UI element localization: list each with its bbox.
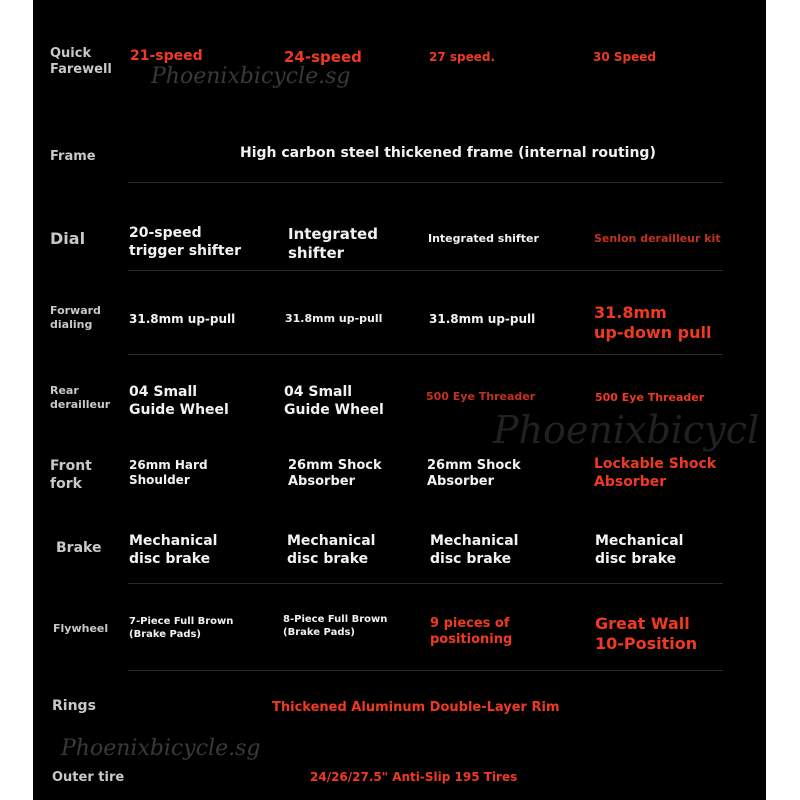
- brake-col4: Mechanical disc brake: [595, 533, 684, 567]
- front-fork-col3: 26mm Shock Absorber: [427, 458, 521, 490]
- front-fork-col1: 26mm Hard Shoulder: [129, 458, 208, 487]
- row-label-quick-farewell: Quick Farewell: [50, 46, 112, 78]
- watermark-text: Phoenixbicycle.sg: [61, 736, 261, 761]
- row-label-flywheel: Flywheel: [53, 622, 109, 635]
- forward-dialing-col4: 31.8mm up-down pull: [594, 303, 712, 342]
- row-label-outer-tire: Outer tire: [52, 770, 125, 785]
- row-divider: [128, 182, 723, 183]
- quick-farewell-col2: 24-speed: [284, 48, 362, 66]
- row-divider: [128, 270, 723, 271]
- row-label-dial: Dial: [50, 229, 86, 248]
- brake-col2: Mechanical disc brake: [287, 533, 376, 567]
- front-fork-col2: 26mm Shock Absorber: [288, 458, 382, 490]
- outer-tire-value: 24/26/27.5" Anti-Slip 195 Tires: [310, 770, 518, 784]
- flywheel-col1: 7-Piece Full Brown (Brake Pads): [129, 616, 234, 640]
- flywheel-col3: 9 pieces of positioning: [430, 616, 513, 648]
- brake-col3: Mechanical disc brake: [430, 533, 519, 567]
- flywheel-col4: Great Wall 10-Position: [595, 614, 698, 653]
- quick-farewell-col3: 27 speed.: [429, 50, 496, 64]
- flywheel-col2: 8-Piece Full Brown (Brake Pads): [283, 614, 388, 638]
- forward-dialing-col1: 31.8mm up-pull: [129, 312, 236, 326]
- rear-derailleur-col2: 04 Small Guide Wheel: [284, 384, 384, 418]
- quick-farewell-col4: 30 Speed: [593, 50, 656, 64]
- row-label-front-fork: Front fork: [50, 458, 92, 492]
- row-divider: [128, 583, 723, 584]
- dial-col1: 20-speed trigger shifter: [129, 225, 241, 259]
- frame-value: High carbon steel thickened frame (internal routing): [240, 145, 656, 161]
- rear-derailleur-col1: 04 Small Guide Wheel: [129, 384, 229, 418]
- row-divider: [128, 354, 723, 355]
- row-divider: [128, 670, 723, 671]
- row-label-frame: Frame: [50, 149, 96, 164]
- dial-col2: Integrated shifter: [288, 225, 378, 262]
- spec-table: [33, 0, 766, 800]
- watermark-text-partial: Phoenixbicycl: [493, 408, 760, 452]
- watermark-text: Phoenixbicycle.sg: [151, 64, 351, 89]
- row-label-forward-dialing: Forward dialing: [50, 304, 101, 331]
- forward-dialing-col2: 31.8mm up-pull: [285, 312, 383, 325]
- front-fork-col4: Lockable Shock Absorber: [594, 456, 717, 490]
- rings-value: Thickened Aluminum Double-Layer Rim: [272, 700, 560, 715]
- row-label-brake: Brake: [56, 540, 102, 556]
- dial-col4: Senlon derailleur kit: [594, 232, 721, 245]
- dial-col3: Integrated shifter: [428, 232, 539, 245]
- rear-derailleur-col3: 500 Eye Threader: [426, 390, 536, 403]
- forward-dialing-col3: 31.8mm up-pull: [429, 312, 536, 326]
- brake-col1: Mechanical disc brake: [129, 533, 218, 567]
- rear-derailleur-col4: 500 Eye Threader: [595, 391, 705, 404]
- row-label-rings: Rings: [52, 698, 96, 714]
- row-label-rear-derailleur: Rear derailleur: [50, 384, 111, 411]
- quick-farewell-col1: 21-speed: [130, 48, 203, 64]
